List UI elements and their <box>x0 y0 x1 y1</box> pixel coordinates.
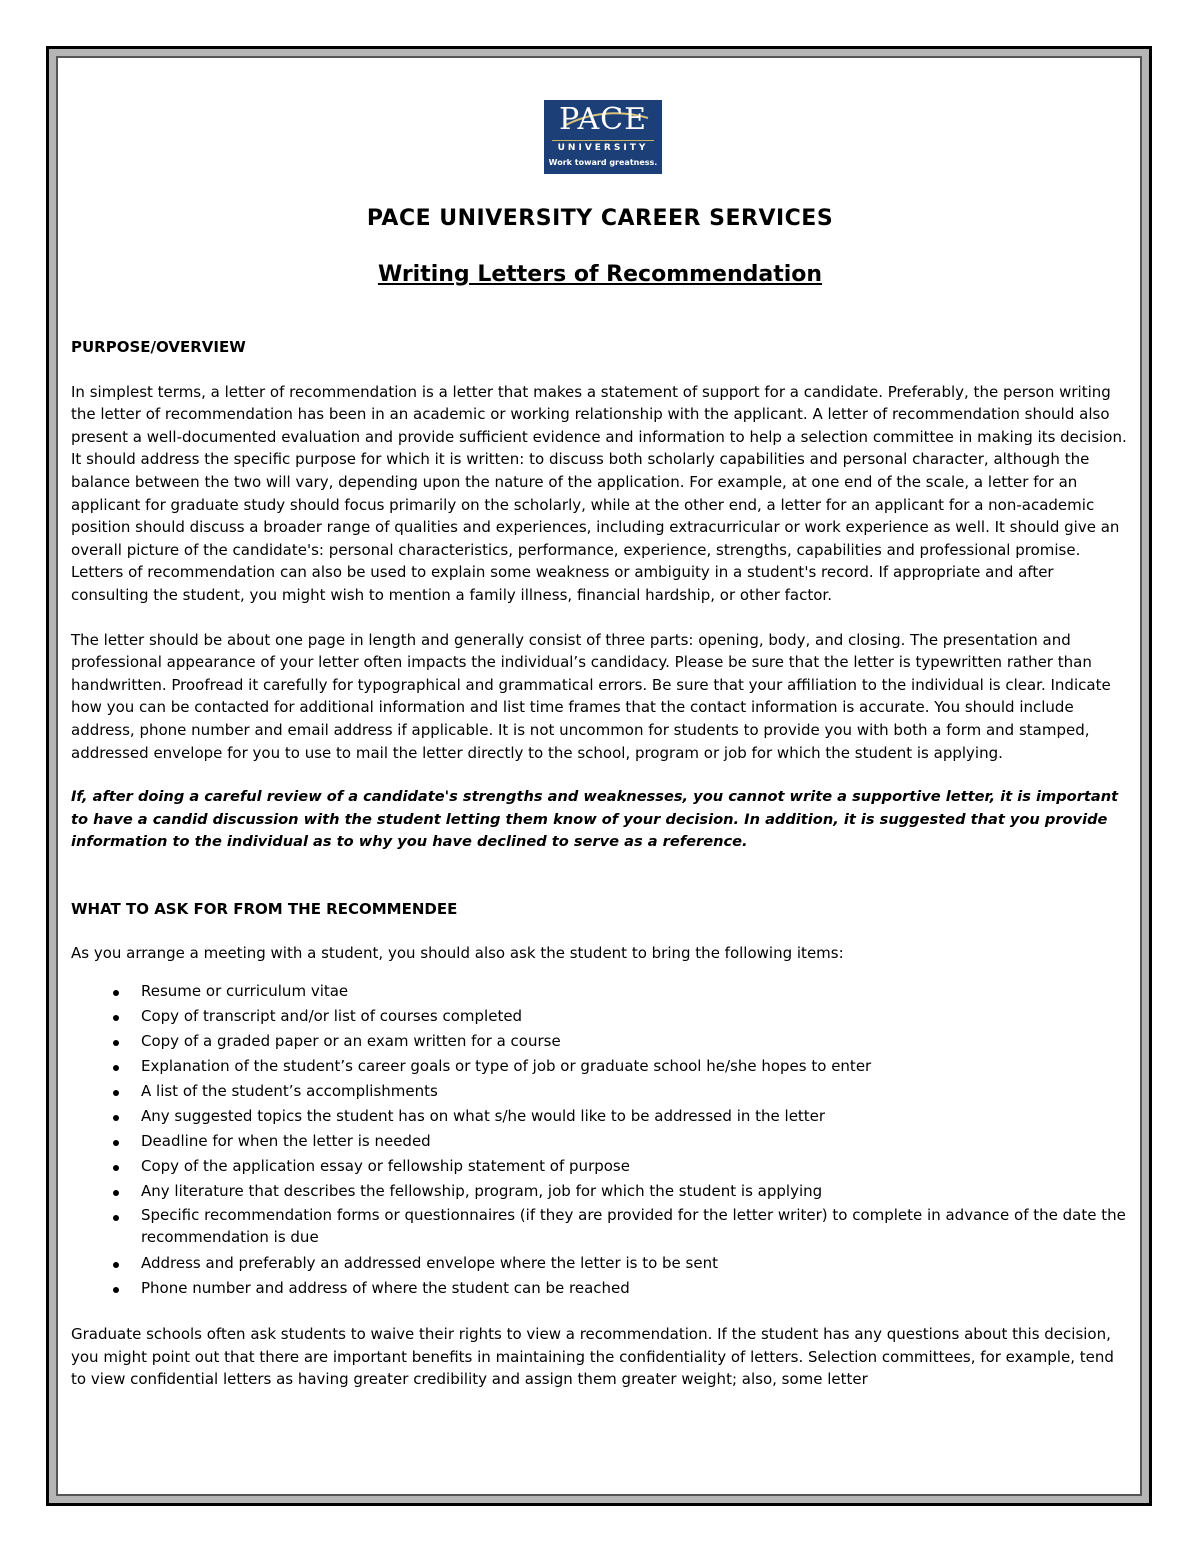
bullet-icon <box>113 1165 119 1171</box>
bullet-icon <box>113 1065 119 1071</box>
list-item: Any suggested topics the student has on what s/he would like to be addressed in the letter <box>71 1104 1133 1129</box>
list-item: A list of the student’s accomplishments <box>71 1079 1133 1104</box>
logo-subtitle: UNIVERSITY <box>557 143 649 153</box>
list-item: Phone number and address of where the student can be reached <box>71 1276 1133 1301</box>
bullet-icon <box>113 1262 119 1268</box>
bullet-icon <box>113 990 119 996</box>
bullet-icon <box>113 1090 119 1096</box>
bullet-icon <box>113 1140 119 1146</box>
bullet-icon <box>113 1215 119 1221</box>
purpose-paragraph-2: The letter should be about one page in length and generally consist of three parts: opening, body, and closing. The presentation and professional appearance of your letter often impacts the individual’s candidacy. Please be sure that the letter is typewritten rather than handwritten. Proofread it carefully for typographical and grammatical errors. Be sure that your affiliation to the individual is clear. Indicate how you can be contacted for additional information and list time frames that the contact information is accurate. You should include address, phone number and email address if applicable. It is not uncommon for students to provide you with both a form and stamped, addressed envelope for you to use to mail the letter directly to the school, program or job for which the student is applying. <box>71 630 1111 762</box>
list-item: Any literature that describes the fellowship, program, job for which the student is applying <box>71 1179 1133 1204</box>
list-item: Deadline for when the letter is needed <box>71 1129 1133 1154</box>
document-body <box>71 336 1133 1413</box>
logo-tagline: Work toward greatness. <box>548 158 658 167</box>
ask-intro: As you arrange a meeting with a student, you should also ask the student to bring the following items: <box>71 944 844 963</box>
list-item: Explanation of the student’s career goals or type of job or graduate school he/she hopes to enter <box>71 1054 1133 1079</box>
document-subtitle: Writing Letters of Recommendation <box>377 262 823 287</box>
list-item: Copy of the application essay or fellowship statement of purpose <box>71 1154 1133 1179</box>
list-item: Address and preferably an addressed envelope where the letter is to be sent <box>71 1251 1133 1276</box>
purpose-emphasis-note: If, after doing a careful review of a candidate's strengths and weaknesses, you cannot write a supportive letter, it is important to have a candid discussion with the student letting them know of your decision. In addition, it is suggested that you provide information to the individual as to why you have declined to serve as a reference. <box>71 788 1119 851</box>
list-item: Copy of transcript and/or list of courses completed <box>71 1004 1133 1029</box>
section-heading-purpose: PURPOSE/OVERVIEW <box>71 338 246 356</box>
ask-closing-paragraph: Graduate schools often ask students to waive their rights to view a recommendation. If the student has any questions about this decision, you might point out that there are important benefits in maintaining the confidentiality of letters. Selection committees, for example, tend to view confidential letters as having greater credibility and assign them greater weight; also, some letter <box>71 1325 1114 1389</box>
bullet-icon <box>113 1190 119 1196</box>
list-item: Resume or curriculum vitae <box>71 979 1133 1004</box>
bullet-icon <box>113 1115 119 1121</box>
purpose-paragraph-1: In simplest terms, a letter of recommendation is a letter that makes a statement of support for a candidate. Preferably, the person writing the letter of recommendation has been in an academic or working relationship with the applicant. A letter of recommendation should also present a well-documented evaluation and provide sufficient evidence and information to help a selection committee in making its decision. It should address the specific purpose for which it is written: to discuss both scholarly capabilities and personal character, although the balance between the two will vary, depending upon the nature of the application. For example, at one end of the scale, a letter for an applicant for graduate study should focus primarily on the scholarly, while at the other end, a letter for an applicant for a non-academic position should discuss a broader range of qualities and experiences, including extracurricular or work experience as well. It should give an overall picture of the candidate's: personal characteristics, performance, experience, strengths, capabilities and professional promise. Letters of recommendation can also be used to explain some weakness or ambiguity in a student's record. If appropriate and after consulting the student, you might wish to mention a family illness, financial hardship, or other factor. <box>71 382 1127 604</box>
list-item: Specific recommendation forms or questionnaires (if they are provided for the letter writer) to complete in advance of the date the recommendation is due <box>71 1204 1133 1248</box>
pace-university-logo <box>544 100 662 174</box>
ask-items-list <box>71 979 1133 1301</box>
bullet-icon <box>113 1040 119 1046</box>
section-heading-ask: WHAT TO ASK FOR FROM THE RECOMMENDEE <box>71 899 458 918</box>
bullet-icon <box>113 1287 119 1293</box>
document-title: PACE UNIVERSITY CAREER SERVICES <box>366 206 834 231</box>
list-item: Copy of a graded paper or an exam written for a course <box>71 1029 1133 1054</box>
logo-wordmark: PACE <box>559 102 647 137</box>
bullet-icon <box>113 1015 119 1021</box>
